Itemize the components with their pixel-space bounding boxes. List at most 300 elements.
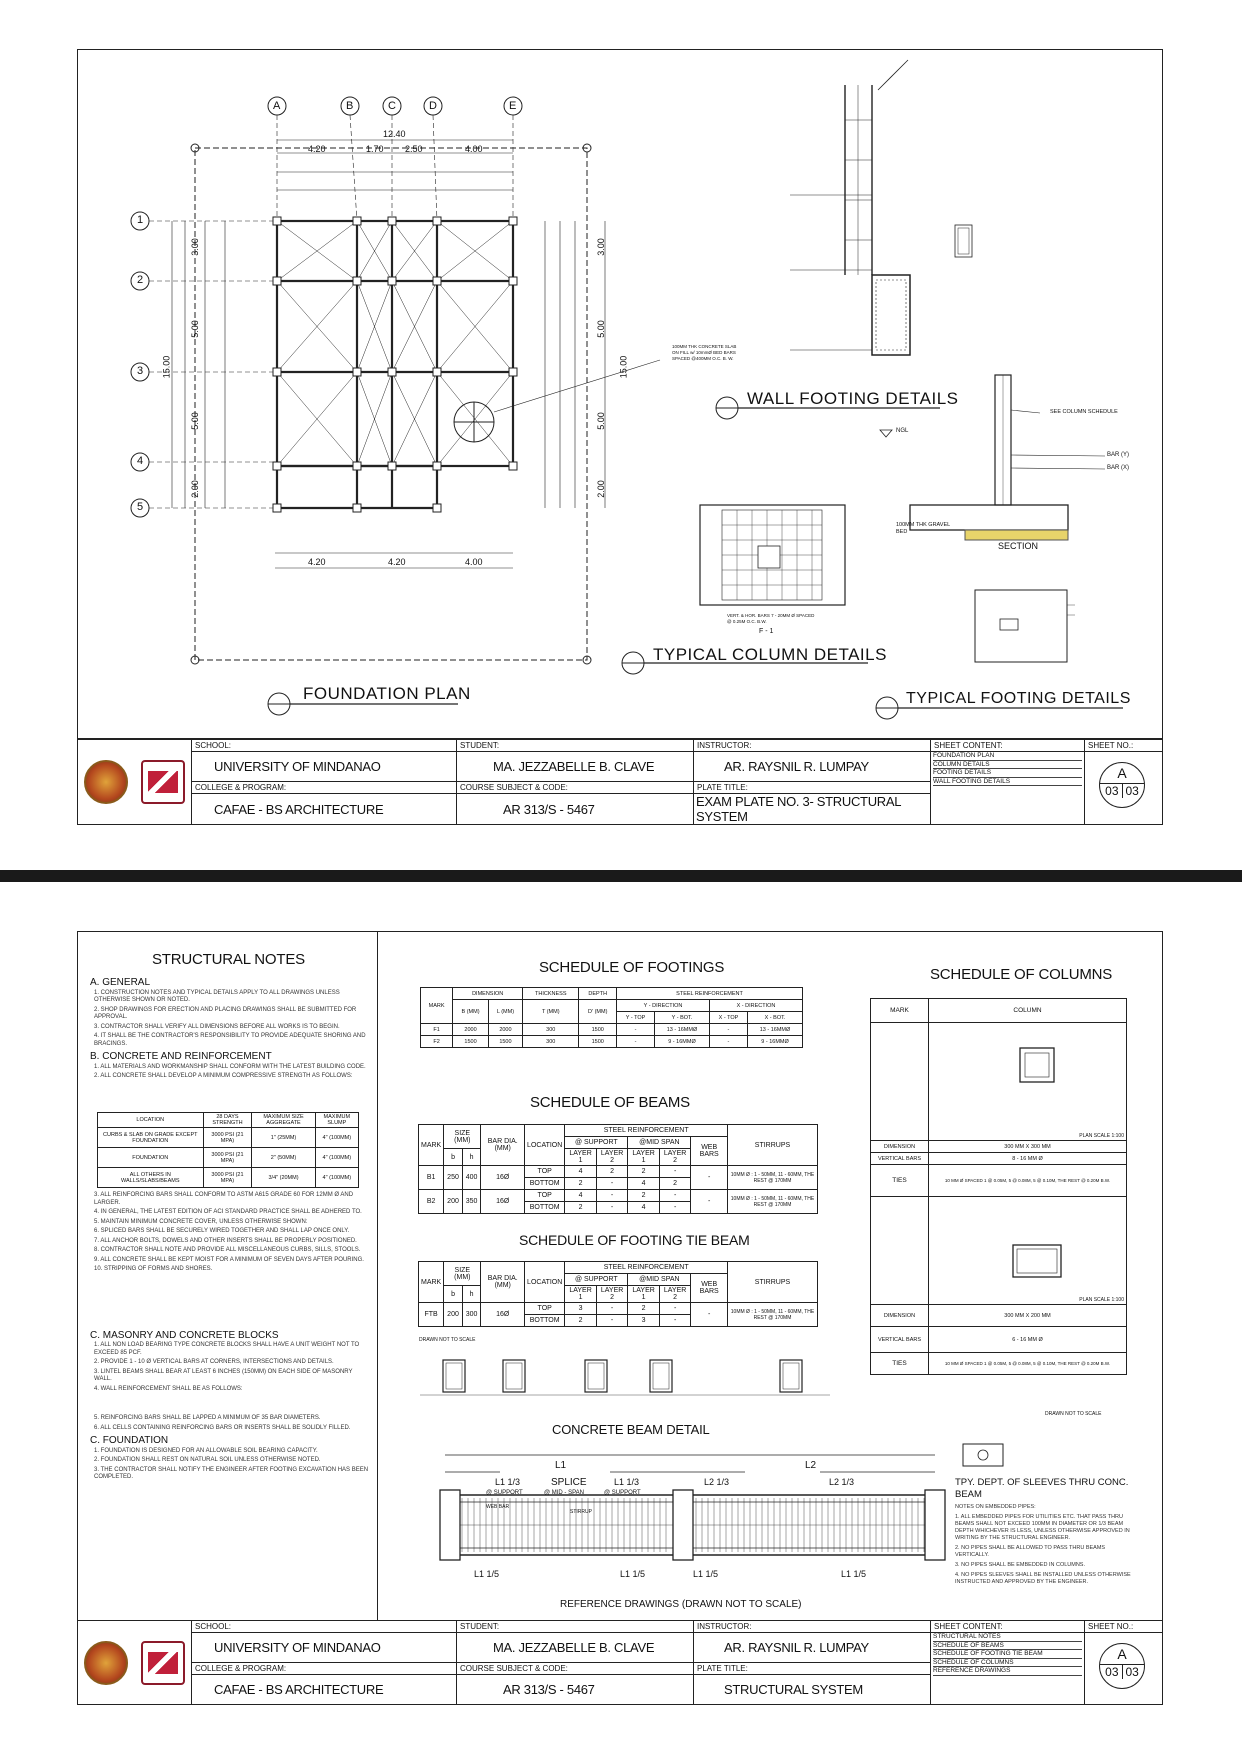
wall-footing-detail bbox=[790, 60, 972, 355]
column-plan-scale: PLAN SCALE 1:100 bbox=[929, 1023, 1127, 1141]
col-header: LOCATION bbox=[525, 1125, 565, 1166]
instructor-label: INSTRUCTOR: bbox=[694, 1621, 930, 1633]
ref-l2-third-right: L2 1/3 bbox=[829, 1477, 855, 1487]
sleeve-note: NOTES ON EMBEDDED PIPES: bbox=[955, 1504, 1036, 1510]
cell: 10MM Ø : 1 - 50MM, 11 - 60MM, THE REST @ 170MM bbox=[728, 1166, 818, 1190]
row-label: VERTICAL BARS bbox=[871, 1327, 929, 1353]
cell: 3000 PSI (21 MPA) bbox=[203, 1148, 252, 1168]
school-label: SCHOOL: bbox=[192, 740, 456, 752]
cell: 2 bbox=[565, 1202, 597, 1214]
cell: 8 - 16 MM Ø bbox=[929, 1153, 1127, 1165]
school-column bbox=[192, 1621, 457, 1704]
cell: 1500 bbox=[579, 1036, 617, 1048]
sheet-content-item: FOOTING DETAILS bbox=[933, 769, 1082, 778]
sub-header: X - TOP bbox=[709, 1012, 747, 1024]
plate-title: EXAM PLATE NO. 3- STRUCTURAL SYSTEM bbox=[696, 794, 901, 824]
col-header: MARK bbox=[419, 1125, 444, 1166]
cell: 13 - 16MMØ bbox=[655, 1024, 710, 1036]
structural-notes: A. GENERAL 1. CONSTRUCTION NOTES AND TYPICAL DETAILS APPLY TO ALL DRAWINGS UNLESS OTHERWISE SHOWN OR NOTED. 2. SHOP DRAWINGS FOR ERECTION AND PLACING DRAWINGS SHALL BE SUBMITTED FOR APPROVAL. 3. CONTRACTOR SHALL VERIFY ALL DIMENSIONS BEFORE ALL WORKS IS TO BEGIN. 4. IT SHALL BE THE CONTRACTOR'S RESPONSIBILITY TO PROVIDE ADEQUATE SHORING AND BRACINGS. B. CONCRETE AND REINFORCEMENT 1. ALL MATERIALS AND WORKMANSHIP SHALL CONFORM WITH THE LATEST BUILDING CODE. 2. ALL CONCRETE SHALL DEVELOP A MINIMUM COMPRESSIVE STRENGTH AS FOLLOWS: bbox=[90, 974, 370, 1083]
ref-l1-fifth-2: L1 1/5 bbox=[620, 1569, 646, 1579]
dim-overall: 12.40 bbox=[383, 129, 406, 139]
footings-table bbox=[420, 987, 803, 1048]
col-header: COLUMN bbox=[929, 999, 1127, 1023]
sub-header: LAYER 1 bbox=[565, 1286, 597, 1303]
sleeve-note: 3. NO PIPES SHALL BE EMBEDDED IN COLUMNS. bbox=[955, 1562, 1085, 1568]
column-plan-scale: PLAN SCALE 1:100 bbox=[929, 1197, 1127, 1305]
typical-footing-plan bbox=[975, 590, 1075, 662]
college-name: CAFAE - BS ARCHITECTURE bbox=[214, 801, 384, 817]
beams-table bbox=[418, 1124, 818, 1214]
sub-header: h bbox=[462, 1149, 481, 1166]
cell: 3/4" (20MM) bbox=[252, 1168, 315, 1188]
col-header: STEEL REINFORCEMENT bbox=[565, 1125, 728, 1137]
wall-footing-title: WALL FOOTING DETAILS bbox=[747, 389, 959, 408]
title-block-2 bbox=[77, 1620, 1163, 1705]
columns-title: SCHEDULE OF COLUMNS bbox=[930, 966, 1113, 983]
sheet-total: 03 bbox=[1125, 1665, 1139, 1679]
sheet-content-item: SCHEDULE OF FOOTING TIE BEAM bbox=[933, 1650, 1082, 1659]
grid-label-e: E bbox=[509, 100, 517, 112]
cell: 1500 bbox=[488, 1036, 522, 1048]
cell: 300 bbox=[462, 1303, 481, 1327]
col-header: STEEL REINFORCEMENT bbox=[565, 1262, 728, 1274]
sheet-number-column bbox=[1085, 1621, 1162, 1704]
cell: TOP bbox=[525, 1190, 565, 1202]
reference-drawings-title: REFERENCE DRAWINGS (DRAWN NOT TO SCALE) bbox=[560, 1599, 802, 1610]
cell: 9 - 16MMØ bbox=[655, 1036, 710, 1048]
course-code: AR 313/S - 5467 bbox=[503, 801, 595, 817]
cell: 3 bbox=[565, 1303, 597, 1315]
slab-diagonals bbox=[277, 221, 513, 466]
cell: - bbox=[596, 1315, 628, 1327]
cell: 16Ø bbox=[481, 1166, 525, 1190]
sheet-content-item: REFERENCE DRAWINGS bbox=[933, 1667, 1082, 1676]
cell: - bbox=[659, 1190, 691, 1202]
row-label: DIMENSION bbox=[871, 1305, 929, 1327]
ref-l1-third-right: L1 1/3 bbox=[614, 1477, 640, 1487]
instructor-name: AR. RAYSNIL R. LUMPAY bbox=[694, 752, 930, 782]
row-label: DIMENSION bbox=[871, 1141, 929, 1153]
tie-beam-title: SCHEDULE OF FOOTING TIE BEAM bbox=[519, 1232, 750, 1248]
cell: - bbox=[596, 1190, 628, 1202]
cell: 16Ø bbox=[481, 1303, 525, 1327]
cell: 6 - 16 MM Ø bbox=[929, 1327, 1127, 1353]
sheet-number: 03 bbox=[1102, 784, 1122, 798]
ref-l1-fifth-1: L1 1/5 bbox=[474, 1569, 500, 1579]
university-seal-icon bbox=[84, 760, 128, 804]
cell: - bbox=[659, 1202, 691, 1214]
cell: 2 bbox=[596, 1166, 628, 1178]
plate-label: PLATE TITLE: bbox=[694, 1663, 930, 1675]
column-footings bbox=[273, 217, 517, 512]
col-header: BAR DIA. (MM) bbox=[481, 1262, 525, 1303]
cell: 4 bbox=[628, 1202, 660, 1214]
student-column bbox=[457, 740, 694, 824]
title-block bbox=[77, 739, 1163, 825]
sub-header: B (MM) bbox=[453, 1000, 489, 1024]
f1-label: F - 1 bbox=[759, 628, 774, 635]
plate-title: STRUCTURAL SYSTEM bbox=[724, 1681, 863, 1697]
dim-left-4: 2.00 bbox=[189, 480, 200, 498]
col-header: SIZE (MM) bbox=[444, 1262, 481, 1286]
dim-bottom-2: 4.20 bbox=[388, 557, 406, 567]
dim-top-3: 2.50 bbox=[405, 144, 423, 154]
sub-header: T (MM) bbox=[523, 1000, 579, 1024]
dim-bottom-1: 4.20 bbox=[308, 557, 326, 567]
footings-title: SCHEDULE OF FOOTINGS bbox=[539, 959, 725, 976]
cell: 2000 bbox=[488, 1024, 522, 1036]
ref-l1-third-left: L1 1/3 bbox=[495, 1477, 521, 1487]
college-label: COLLEGE & PROGRAM: bbox=[192, 1663, 456, 1675]
cell: 4" (100MM) bbox=[315, 1128, 358, 1148]
beam-mark: B2 bbox=[419, 1190, 444, 1214]
grid-label-4: 4 bbox=[137, 455, 144, 467]
cell: - bbox=[596, 1202, 628, 1214]
sheet-content-label: SHEET CONTENT: bbox=[931, 740, 1084, 752]
cell: - bbox=[617, 1024, 655, 1036]
cell: 10 MM Ø SPACED 1 @ 0.05M, 5 @ 0.08M, 5 @ 0.10M, THE REST @ 0.20M B.W. bbox=[929, 1353, 1127, 1375]
typical-footing-title: TYPICAL FOOTING DETAILS bbox=[906, 690, 1131, 707]
col-header: STIRRUPS bbox=[728, 1125, 818, 1166]
cell: 250 bbox=[444, 1166, 463, 1190]
logos bbox=[78, 740, 192, 824]
cell: BOTTOM bbox=[525, 1178, 565, 1190]
dim-bottom-3: 4.00 bbox=[465, 557, 483, 567]
f1-note: VERT. & HOR. BARS 7 - 20MM Ø SPACED @ 0.25M O.C. B.W. bbox=[727, 613, 815, 624]
col-header: STEEL REINFORCEMENT bbox=[617, 988, 803, 1000]
course-code: AR 313/S - 5467 bbox=[503, 1681, 595, 1697]
notes-section-concrete: B. CONCRETE AND REINFORCEMENT bbox=[90, 1051, 272, 1062]
sheet-foundation-plan bbox=[0, 0, 1242, 870]
dim-right-4: 2.00 bbox=[595, 480, 606, 498]
cell: 2 bbox=[628, 1166, 660, 1178]
program-logo-icon bbox=[141, 1641, 185, 1685]
student-label: STUDENT: bbox=[457, 740, 693, 752]
cell: 400 bbox=[462, 1166, 481, 1190]
cell: 3000 PSI (21 MPA) bbox=[203, 1168, 252, 1188]
sub-header: D' (MM) bbox=[579, 1000, 617, 1024]
typical-column-title: TYPICAL COLUMN DETAILS bbox=[653, 645, 887, 664]
sheet-content-column bbox=[931, 740, 1085, 824]
sub-header: WEB BARS bbox=[691, 1274, 728, 1303]
dim-right-3: 5.00 bbox=[595, 412, 606, 430]
cell: 2 bbox=[628, 1190, 660, 1202]
grid-label-d: D bbox=[429, 100, 437, 112]
course-label: COURSE SUBJECT & CODE: bbox=[457, 782, 693, 794]
col-header: MAXIMUM SLUMP bbox=[315, 1113, 358, 1128]
sleeve-note: 1. ALL EMBEDDED PIPES FOR UTILITIES ETC. THAT PASS THRU BEAMS SHALL NOT EXCEED 100MM IN DIAMETER OR 1/3 BEAM DEPTH WHICHEVER IS LESS, UNLESS OTHERWISE APPROVED IN WRITING BY THE STRUCTURAL ENGINEER. bbox=[955, 1514, 1130, 1541]
tie-beam-table bbox=[418, 1261, 818, 1327]
col-header: THICKNESS bbox=[523, 988, 579, 1000]
cell: 2 bbox=[565, 1178, 597, 1190]
sub-header: L (MM) bbox=[488, 1000, 522, 1024]
columns-table bbox=[870, 998, 1127, 1375]
col-header: MARK bbox=[871, 999, 929, 1023]
sheet-content-item: COLUMN DETAILS bbox=[933, 761, 1082, 770]
col-header: 28 DAYS STRENGTH bbox=[203, 1113, 252, 1128]
dim-right-2: 5.00 bbox=[595, 320, 606, 338]
sub-header: LAYER 2 bbox=[659, 1286, 691, 1303]
row-label: TIES bbox=[871, 1165, 929, 1197]
bar-x-label: BAR (X) bbox=[1107, 465, 1130, 471]
ref-support-left: @ SUPPORT bbox=[486, 1490, 523, 1496]
university-seal-icon bbox=[84, 1641, 128, 1685]
ngl-label: NGL bbox=[896, 428, 909, 434]
sheet-number-column bbox=[1085, 740, 1162, 824]
sleeve-notes bbox=[955, 1477, 1135, 1589]
ref-stirrup: STIRRUP bbox=[570, 1509, 592, 1515]
foundation-plan-title: FOUNDATION PLAN bbox=[303, 684, 471, 703]
slab-note: 100MM THK CONCRETE SLAB ON FILL w/ 10mmØ BED BARS SPACED @400MM O.C. B. W. bbox=[672, 344, 737, 361]
cell: 1500 bbox=[579, 1024, 617, 1036]
sub-header: X - BOT. bbox=[748, 1012, 803, 1024]
cell: - bbox=[691, 1166, 728, 1190]
beams-title: SCHEDULE OF BEAMS bbox=[530, 1094, 690, 1111]
drawn-not-to-scale-label: DRAWN NOT TO SCALE bbox=[419, 1337, 476, 1343]
school-label: SCHOOL: bbox=[192, 1621, 456, 1633]
cell: - bbox=[596, 1303, 628, 1315]
ref-midspan: @ MID - SPAN bbox=[544, 1490, 584, 1496]
sub-header: LAYER 2 bbox=[596, 1149, 628, 1166]
drawn-not-to-scale-label-2: DRAWN NOT TO SCALE bbox=[1045, 1411, 1102, 1417]
grid-bubbles-rows bbox=[131, 212, 277, 517]
cell: 300 bbox=[523, 1036, 579, 1048]
cell: 300 bbox=[523, 1024, 579, 1036]
grid-label-b: B bbox=[346, 100, 354, 112]
instructor-label: INSTRUCTOR: bbox=[694, 740, 930, 752]
sub-header: @ SUPPORT bbox=[565, 1274, 628, 1286]
cell: - bbox=[659, 1303, 691, 1315]
sheet-content-label: SHEET CONTENT: bbox=[931, 1621, 1084, 1633]
school-name: UNIVERSITY OF MINDANAO bbox=[192, 1633, 456, 1663]
cell: 2 bbox=[659, 1178, 691, 1190]
cell: BOTTOM bbox=[525, 1202, 565, 1214]
notes-title: STRUCTURAL NOTES bbox=[152, 951, 305, 968]
ref-l2: L2 bbox=[805, 1460, 817, 1471]
sheet-content-item: WALL FOOTING DETAILS bbox=[933, 778, 1082, 787]
school-name: UNIVERSITY OF MINDANAO bbox=[192, 752, 456, 782]
ref-l1-fifth-3: L1 1/5 bbox=[693, 1569, 719, 1579]
instructor-column bbox=[694, 1621, 931, 1704]
cell: 10 MM Ø SPACED 1 @ 0.05M, 5 @ 0.08M, 5 @ 0.10M, THE REST @ 0.20M B.W. bbox=[929, 1165, 1127, 1197]
cell: 10MM Ø : 1 - 50MM, 11 - 60MM, THE REST @ 170MM bbox=[728, 1190, 818, 1214]
student-label: STUDENT: bbox=[457, 1621, 693, 1633]
section-label: SECTION bbox=[998, 541, 1039, 551]
sub-header: @MID SPAN bbox=[628, 1137, 691, 1149]
cell: TOP bbox=[525, 1303, 565, 1315]
cell: 200 bbox=[444, 1190, 463, 1214]
grid-label-c: C bbox=[388, 100, 396, 112]
sub-header: LAYER 2 bbox=[596, 1286, 628, 1303]
cell: 300 MM X 300 MM bbox=[929, 1141, 1127, 1153]
dim-right-total: 15.00 bbox=[618, 355, 629, 379]
cell: ALL OTHERS IN WALLS/SLABS/BEAMS bbox=[98, 1168, 204, 1188]
notes-section-masonry: C. MASONRY AND CONCRETE BLOCKS bbox=[90, 1329, 279, 1341]
cell: 4 bbox=[628, 1178, 660, 1190]
sheet-no-label: SHEET NO.: bbox=[1085, 740, 1162, 752]
ref-support-right: @ SUPPORT bbox=[604, 1490, 641, 1496]
logos bbox=[78, 1621, 192, 1704]
student-name: MA. JEZZABELLE B. CLAVE bbox=[457, 752, 693, 782]
col-header: BAR DIA. (MM) bbox=[481, 1125, 525, 1166]
sub-header: LAYER 2 bbox=[659, 1149, 691, 1166]
col-header: SIZE (MM) bbox=[444, 1125, 481, 1149]
sheet-letter: A bbox=[1100, 1644, 1144, 1665]
dim-right-1: 3.00 bbox=[595, 238, 606, 256]
cell: - bbox=[659, 1166, 691, 1178]
cell: 4 bbox=[565, 1190, 597, 1202]
concrete-strength-table bbox=[97, 1112, 359, 1188]
cell: - bbox=[596, 1178, 628, 1190]
sheet-letter: A bbox=[1100, 763, 1144, 784]
cell: 2 bbox=[628, 1303, 660, 1315]
cell: 4" (100MM) bbox=[315, 1148, 358, 1168]
sub-header: b bbox=[444, 1149, 463, 1166]
grid-label-a: A bbox=[273, 100, 281, 112]
sub-header: WEB BARS bbox=[691, 1137, 728, 1166]
cell: - bbox=[691, 1190, 728, 1214]
cell: 350 bbox=[462, 1190, 481, 1214]
grid-label-2: 2 bbox=[137, 274, 144, 286]
sheet-stamp bbox=[1099, 762, 1145, 808]
grid-bubbles-columns bbox=[268, 97, 522, 221]
sub-header: b bbox=[444, 1286, 463, 1303]
col-header: STIRRUPS bbox=[728, 1262, 818, 1303]
cell: - bbox=[709, 1024, 747, 1036]
sub-header: LAYER 1 bbox=[565, 1149, 597, 1166]
cell: - bbox=[617, 1036, 655, 1048]
college-label: COLLEGE & PROGRAM: bbox=[192, 782, 456, 794]
cell: F1 bbox=[421, 1024, 453, 1036]
col-header: DIMENSION bbox=[453, 988, 523, 1000]
sheet-no-label: SHEET NO.: bbox=[1085, 1621, 1162, 1633]
cell: 13 - 16MMØ bbox=[748, 1024, 803, 1036]
cell: 200 bbox=[444, 1303, 463, 1327]
row-label: TIES bbox=[871, 1353, 929, 1375]
ref-l2-third-left: L2 1/3 bbox=[704, 1477, 730, 1487]
footing-plan-f1 bbox=[700, 505, 845, 605]
sub-header: @MID SPAN bbox=[628, 1274, 691, 1286]
dimension-lines bbox=[172, 140, 605, 568]
notes-divider bbox=[377, 931, 378, 1621]
cell: 10MM Ø : 1 - 50MM, 11 - 60MM, THE REST @ 170MM bbox=[728, 1303, 818, 1327]
student-column bbox=[457, 1621, 694, 1704]
cell: 2000 bbox=[453, 1024, 489, 1036]
sleeve-note: 2. NO PIPES SHALL BE ALLOWED TO PASS THRU BEAMS VERTICALLY. bbox=[955, 1545, 1106, 1558]
ref-splice: SPLICE bbox=[551, 1477, 587, 1488]
sub-header: X - DIRECTION bbox=[709, 1000, 802, 1012]
cell: F2 bbox=[421, 1036, 453, 1048]
grid-label-3: 3 bbox=[137, 365, 144, 377]
cell: 1" (25MM) bbox=[252, 1128, 315, 1148]
grid-label-1: 1 bbox=[137, 214, 144, 226]
beam-mark: FTB bbox=[419, 1303, 444, 1327]
program-logo-icon bbox=[141, 760, 185, 804]
sub-header: Y - TOP bbox=[617, 1012, 655, 1024]
course-label: COURSE SUBJECT & CODE: bbox=[457, 1663, 693, 1675]
row-label: VERTICAL BARS bbox=[871, 1153, 929, 1165]
cell: - bbox=[709, 1036, 747, 1048]
ref-l1: L1 bbox=[555, 1460, 567, 1471]
dim-left-2: 5.00 bbox=[189, 320, 200, 338]
sheet-total: 03 bbox=[1125, 784, 1139, 798]
col-header: LOCATION bbox=[98, 1113, 204, 1128]
cell: 1500 bbox=[453, 1036, 489, 1048]
cell: - bbox=[659, 1315, 691, 1327]
cell: 4" (100MM) bbox=[315, 1168, 358, 1188]
structural-notes-2: 3. ALL REINFORCING BARS SHALL CONFORM TO ASTM A615 GRADE 60 FOR 12MM Ø AND LARGER. 4. IN GENERAL, THE LATEST EDITION OF ACI STANDARD PRACTICE SHALL BE ADHERED TO. 5. MAINTAIN MINIMUM CONCRETE COVER, UNLESS OTHERWISE SHOWN: 6. SPLICED BARS SHALL BE SECURELY WIRED TOGETHER AND SHALL LAP ONCE ONLY. 7. ALL ANCHOR BOLTS, DOWELS AND OTHER INSERTS SHALL BE PROPERLY POSITIONED. 8. CONTRACTOR SHALL NOTE AND PROVIDE ALL MISCELLANEOUS CURBS, SILLS, STOOLS. 9. ALL CONCRETE SHALL BE KEPT MOIST FOR A MINIMUM OF SEVEN DAYS AFTER POURING. 10. STRIPPING OF FORMS AND SHORES. C. MASONRY AND CONCRETE BLOCKS 1. ALL NON LOAD BEARING TYPE CONCRETE BLOCKS SHALL HAVE A UNIT WEIGHT NOT TO EXCEED 85 PCF. 2. PROVIDE 1 - 10 Ø VERTICAL BARS AT CORNERS, INTERSECTIONS AND DETAILS. 3. LINTEL BEAMS SHALL BEAR AT LEAST 6 INCHES (150MM) ON EACH SIDE OF MASONRY WALL. 4. WALL REINFORCEMENT SHALL BE AS FOLLOWS: 5. REINFORCING BARS SHALL BE LAPPED A MINIMUM OF 35 BAR DIAMETERS. 6. ALL CELLS CONTAINING REINFORCING BARS OR INSERTS SHALL BE SOLIDLY FILLED. C. FOUNDATION 1. FOUNDATION IS DESIGNED FOR AN ALLOWABLE SOIL BEARING CAPACITY. 2. FOUNDATION SHALL REST ON NATURAL SOIL UNLESS OTHERWISE NOTED. 3. THE CONTRACTOR SHALL NOTIFY THE ENGINEER AFTER FOOTING EXCAVATION HAS BEEN COMPLETED. bbox=[90, 1192, 369, 1480]
sheet-number: 03 bbox=[1102, 1665, 1122, 1679]
sheet-content-list bbox=[931, 752, 1084, 786]
sheet-content-item: FOUNDATION PLAN bbox=[933, 752, 1082, 761]
dim-top-1: 4.20 bbox=[308, 144, 326, 154]
plate-label: PLATE TITLE: bbox=[694, 782, 930, 794]
cell: 3000 PSI (21 MPA) bbox=[203, 1128, 252, 1148]
sheet-content-item: SCHEDULE OF COLUMNS bbox=[933, 1659, 1082, 1668]
sheet-content-column bbox=[931, 1621, 1085, 1704]
bar-y-label: BAR (Y) bbox=[1107, 452, 1130, 458]
cell: TOP bbox=[525, 1166, 565, 1178]
cell: 16Ø bbox=[481, 1190, 525, 1214]
sleeve-note: 4. NO PIPES SLEEVES SHALL BE INSTALLED UNLESS OTHERWISE INSTRUCTED AND APPROVED BY THE ENGINEER. bbox=[955, 1572, 1131, 1585]
sheet-stamp bbox=[1099, 1643, 1145, 1689]
ref-l1-fifth-4: L1 1/5 bbox=[841, 1569, 867, 1579]
grid-label-5: 5 bbox=[137, 501, 144, 513]
sub-header: Y - DIRECTION bbox=[617, 1000, 710, 1012]
notes-section-general: A. GENERAL bbox=[90, 977, 151, 988]
dim-left-total: 15.00 bbox=[161, 355, 172, 379]
col-header: MARK bbox=[419, 1262, 444, 1303]
dim-left-3: 5.00 bbox=[189, 412, 200, 430]
sub-header: h bbox=[462, 1286, 481, 1303]
cell: 300 MM X 200 MM bbox=[929, 1305, 1127, 1327]
sleeve-title: TPY. DEPT. OF SLEEVES THRU CONC. BEAM bbox=[955, 1477, 1129, 1500]
dim-left-1: 3.00 bbox=[189, 238, 200, 256]
cell: 3 bbox=[628, 1315, 660, 1327]
instructor-column bbox=[694, 740, 931, 824]
cell: 2 bbox=[565, 1315, 597, 1327]
sheet-content-item: SCHEDULE OF BEAMS bbox=[933, 1642, 1082, 1651]
gravel-label: 100MM THK GRAVEL BED bbox=[896, 522, 950, 535]
cell: 2" (50MM) bbox=[252, 1148, 315, 1168]
col-header: MAXIMUM SIZE AGGREGATE bbox=[252, 1113, 315, 1128]
sub-header: LAYER 1 bbox=[628, 1286, 660, 1303]
sheet-content-list bbox=[931, 1633, 1084, 1676]
instructor-name: AR. RAYSNIL R. LUMPAY bbox=[694, 1633, 930, 1663]
dim-top-4: 4.00 bbox=[465, 144, 483, 154]
cell: CURBS & SLAB ON GRADE EXCEPT FOUNDATION bbox=[98, 1128, 204, 1148]
dim-top-2: 1.70 bbox=[366, 144, 384, 154]
cell: 9 - 16MMØ bbox=[748, 1036, 803, 1048]
beam-detail-title: CONCRETE BEAM DETAIL bbox=[552, 1422, 710, 1437]
ref-web-bar: WEB BAR bbox=[486, 1504, 510, 1510]
cell: - bbox=[691, 1303, 728, 1327]
beam-mark: B1 bbox=[419, 1166, 444, 1190]
notes-section-foundation: C. FOUNDATION bbox=[90, 1435, 169, 1446]
sub-header: LAYER 1 bbox=[628, 1149, 660, 1166]
col-header: LOCATION bbox=[525, 1262, 565, 1303]
sub-header: Y - BOT. bbox=[655, 1012, 710, 1024]
sub-header: @ SUPPORT bbox=[565, 1137, 628, 1149]
college-name: CAFAE - BS ARCHITECTURE bbox=[214, 1681, 384, 1697]
sheet-content-item: STRUCTURAL NOTES bbox=[933, 1633, 1082, 1642]
col-header: MARK bbox=[421, 988, 453, 1024]
school-column bbox=[192, 740, 457, 824]
student-name: MA. JEZZABELLE B. CLAVE bbox=[457, 1633, 693, 1663]
cell: FOUNDATION bbox=[98, 1148, 204, 1168]
cell: BOTTOM bbox=[525, 1315, 565, 1327]
cell: 4 bbox=[565, 1166, 597, 1178]
